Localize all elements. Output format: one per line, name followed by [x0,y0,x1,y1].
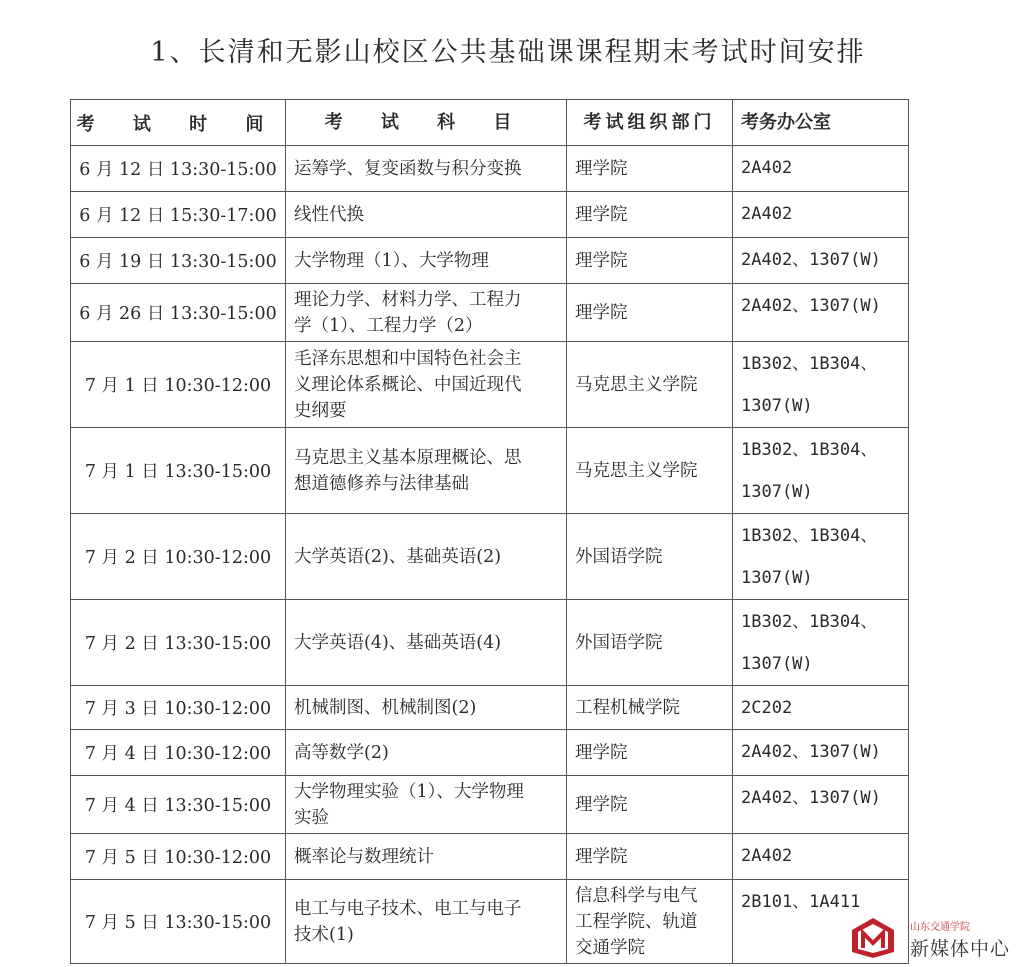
exam-subject-cell-line: 毛泽东思想和中国特色社会主 [294,348,522,369]
exam-subject-cell [286,730,567,776]
media-center-logo-icon [850,916,896,960]
exam-subject-cell [286,776,567,834]
table-row [71,284,909,342]
exam-office-cell [733,600,909,686]
header-office: 考务办公室 [733,100,909,146]
exam-office-cell [733,146,909,192]
table-row [71,146,909,192]
exam-time-cell: 6 月 26 日 13:30-15:00 [71,284,286,342]
exam-office-cell [733,238,909,284]
exam-time-cell: 7 月 3 日 10:30-12:00 [71,686,286,730]
exam-subject-cell-line: 史纲要 [294,400,347,421]
exam-department-cell [567,238,733,284]
table-row [71,428,909,514]
exam-time-cell: 7 月 2 日 10:30-12:00 [71,514,286,600]
watermark-text: 新媒体中心 [910,938,1011,960]
table-row [71,342,909,428]
exam-office-cell-line: 1307(W) [741,396,813,416]
exam-office-cell-line: 1307(W) [741,482,813,502]
exam-office-cell [733,730,909,776]
exam-office-cell [733,284,909,342]
exam-department-cell [567,730,733,776]
exam-department-cell-line: 外国语学院 [575,546,663,567]
table-row [71,730,909,776]
exam-office-cell [733,834,909,880]
exam-department-cell [567,600,733,686]
exam-subject-cell-line: 实验 [294,807,329,828]
exam-subject-cell [286,342,567,428]
exam-department-cell-line: 工程机械学院 [575,697,680,718]
exam-subject-cell [286,192,567,238]
exam-department-cell [567,192,733,238]
exam-office-cell-line: 2A402、1307(W) [741,296,881,316]
exam-office-cell-line: 2C202 [741,698,793,718]
exam-time-cell: 6 月 19 日 13:30-15:00 [71,238,286,284]
exam-office-cell [733,342,909,428]
table-row [71,686,909,730]
exam-subject-cell-line: 理论力学、材料力学、工程力 [294,289,522,310]
exam-schedule-table [70,99,909,964]
header-subject: 考 试 科 目 [286,100,567,146]
exam-department-cell-line: 交通学院 [575,937,645,958]
exam-subject-cell [286,238,567,284]
exam-office-cell [733,776,909,834]
exam-subject-cell-line: 高等数学(2) [294,742,389,763]
exam-office-cell [733,192,909,238]
table-header-row [71,100,909,146]
exam-subject-cell-line: 想道德修养与法律基础 [294,473,469,494]
exam-department-cell [567,834,733,880]
exam-department-cell [567,514,733,600]
exam-office-cell-line: 2A402 [741,158,793,178]
exam-office-cell [733,514,909,600]
exam-office-cell-line: 1B302、1B304、 [741,440,878,460]
exam-subject-cell [286,428,567,514]
table-row [71,238,909,284]
exam-time-cell: 7 月 4 日 10:30-12:00 [71,730,286,776]
exam-time-cell: 7 月 4 日 13:30-15:00 [71,776,286,834]
exam-department-cell-line: 理学院 [575,302,628,323]
exam-department-cell [567,776,733,834]
exam-subject-cell-line: 概率论与数理统计 [294,846,434,867]
exam-subject-cell-line: 马克思主义基本原理概论、思 [294,447,522,468]
exam-subject-cell [286,834,567,880]
table-row [71,776,909,834]
header-department: 考试组织部门 [567,100,733,146]
exam-subject-cell [286,880,567,964]
exam-subject-cell-line: 运筹学、复变函数与积分变换 [294,158,522,179]
exam-department-cell [567,880,733,964]
exam-office-cell-line: 2A402、1307(W) [741,250,881,270]
exam-subject-cell-line: 机械制图、机械制图(2) [294,697,477,718]
exam-time-cell: 7 月 2 日 13:30-15:00 [71,600,286,686]
exam-office-cell-line: 1B302、1B304、 [741,526,878,546]
exam-subject-cell-line: 技术(1) [294,924,354,945]
exam-subject-cell-line: 义理论体系概论、中国近现代 [294,374,522,395]
exam-department-cell-line: 工程学院、轨道 [575,911,698,932]
exam-department-cell [567,686,733,730]
exam-department-cell-line: 理学院 [575,204,628,225]
exam-subject-cell [286,514,567,600]
exam-office-cell [733,428,909,514]
page-title: 1、长清和无影山校区公共基础课课程期末考试时间安排 [150,37,866,68]
watermark [850,912,1010,962]
exam-office-cell-line: 1B302、1B304、 [741,354,878,374]
exam-subject-cell-line: 线性代换 [294,204,364,225]
exam-subject-cell [286,686,567,730]
exam-department-cell-line: 马克思主义学院 [575,374,698,395]
exam-office-cell-line: 1B302、1B304、 [741,612,878,632]
exam-subject-cell [286,600,567,686]
exam-department-cell [567,428,733,514]
exam-department-cell-line: 信息科学与电气 [575,885,698,906]
table-row [71,192,909,238]
table-row [71,514,909,600]
exam-subject-cell-line: 大学物理（1）、大学物理 [294,250,489,271]
exam-department-cell-line: 理学院 [575,742,628,763]
exam-department-cell [567,146,733,192]
exam-department-cell [567,284,733,342]
table-row [71,600,909,686]
exam-office-cell-line: 2A402、1307(W) [741,788,881,808]
exam-subject-cell-line: 大学物理实验（1）、大学物理 [294,781,524,802]
exam-office-cell [733,686,909,730]
exam-office-cell-line: 2A402 [741,846,793,866]
exam-subject-cell-line: 大学英语(2)、基础英语(2) [294,546,502,567]
table-row [71,834,909,880]
exam-time-cell: 7 月 5 日 10:30-12:00 [71,834,286,880]
exam-department-cell-line: 外国语学院 [575,632,663,653]
exam-office-cell-line: 1307(W) [741,654,813,674]
exam-subject-cell [286,146,567,192]
exam-department-cell-line: 理学院 [575,846,628,867]
exam-department-cell-line: 马克思主义学院 [575,460,698,481]
header-time: 考 试 时 间 [71,100,286,146]
exam-department-cell [567,342,733,428]
exam-subject-cell-line: 大学英语(4)、基础英语(4) [294,632,502,653]
exam-subject-cell-line: 学（1）、工程力学（2） [294,315,483,336]
exam-office-cell-line: 1307(W) [741,568,813,588]
exam-subject-cell [286,284,567,342]
exam-time-cell: 7 月 1 日 10:30-12:00 [71,342,286,428]
exam-time-cell: 7 月 5 日 13:30-15:00 [71,880,286,964]
exam-department-cell-line: 理学院 [575,794,628,815]
exam-time-cell: 6 月 12 日 15:30-17:00 [71,192,286,238]
exam-office-cell-line: 2A402、1307(W) [741,742,881,762]
exam-office-cell-line: 2A402 [741,204,793,224]
exam-time-cell: 7 月 1 日 13:30-15:00 [71,428,286,514]
exam-subject-cell-line: 电工与电子技术、电工与电子 [294,898,522,919]
exam-time-cell: 6 月 12 日 13:30-15:00 [71,146,286,192]
table-row [71,880,909,964]
exam-department-cell-line: 理学院 [575,158,628,179]
exam-office-cell-line: 2B101、1A411 [741,892,861,912]
exam-department-cell-line: 理学院 [575,250,628,271]
watermark-school-name: 山东交通学院 [910,922,970,933]
